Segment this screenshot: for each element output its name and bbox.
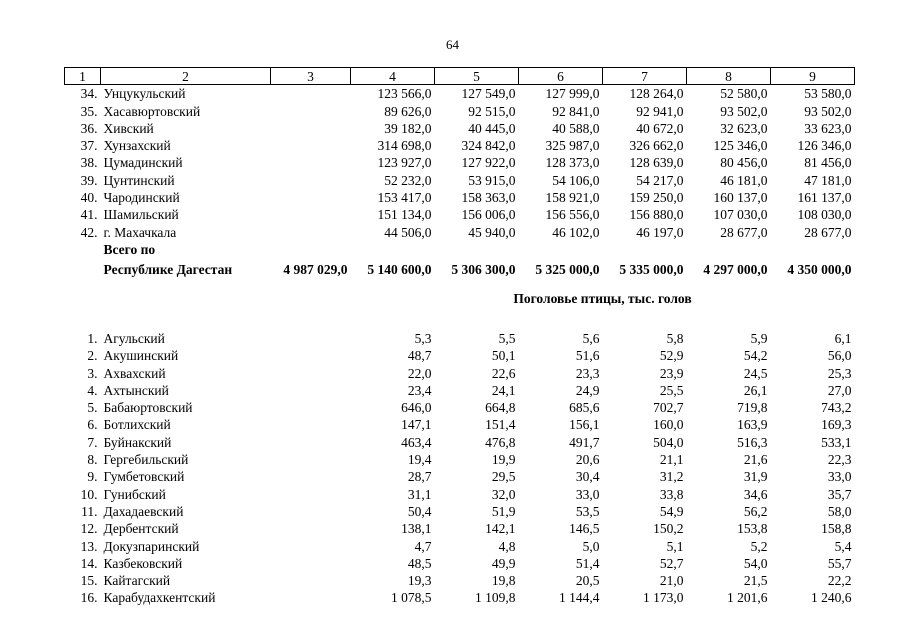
value-col6: 54 106,0 — [552, 172, 600, 188]
value-col5: 127 922,0 — [461, 155, 516, 171]
value-col9: 22,3 — [827, 452, 852, 468]
value-col6: 685,6 — [569, 400, 600, 416]
total-value-c3: 4 987 029,0 — [283, 261, 348, 277]
district-name: Чародинский — [103, 190, 180, 206]
value-col9: 58,0 — [827, 503, 852, 519]
row-number: 4. — [87, 382, 98, 398]
table-row — [65, 537, 855, 554]
value-col7: 156 880,0 — [629, 207, 684, 223]
value-col7: 160,0 — [653, 417, 684, 433]
table-row — [65, 85, 855, 103]
column-header: 7 — [603, 68, 687, 85]
empty-cell — [65, 258, 101, 278]
total-label-line2: Республике Дагестан — [103, 261, 233, 277]
value-col4: 646,0 — [401, 400, 432, 416]
district-name: Буйнакский — [103, 434, 172, 450]
district-name: Цунтинский — [103, 172, 175, 188]
value-col9: 27,0 — [827, 382, 852, 398]
value-col5: 151,4 — [485, 417, 516, 433]
row-number: 6. — [87, 417, 98, 433]
row-number: 7. — [87, 434, 98, 450]
value-col8: 516,3 — [737, 434, 768, 450]
value-col4: 48,5 — [407, 555, 432, 571]
value-col9: 56,0 — [827, 348, 852, 364]
value-col7: 46 197,0 — [636, 224, 684, 240]
value-col6: 51,4 — [575, 555, 600, 571]
table-row — [65, 330, 855, 347]
table-row — [65, 589, 855, 606]
value-col4: 1 078,5 — [391, 590, 432, 606]
value-col7: 150,2 — [653, 521, 684, 537]
district-name: Карабудахкентский — [103, 590, 216, 606]
value-col4: 52 232,0 — [384, 172, 432, 188]
value-col8: 153,8 — [737, 521, 768, 537]
district-name: Хасавюртовский — [103, 103, 201, 119]
value-col6: 5,6 — [582, 330, 600, 346]
value-col9: 25,3 — [827, 365, 852, 381]
value-col9: 55,7 — [827, 555, 852, 571]
total-label-row — [65, 241, 855, 258]
empty-cell — [771, 241, 855, 258]
district-name: Хивский — [103, 120, 154, 136]
empty-cell — [687, 241, 771, 258]
value-col9: 126 346,0 — [797, 138, 852, 154]
value-col6: 92 841,0 — [552, 103, 600, 119]
value-col3 — [271, 137, 351, 154]
value-col6: 33,0 — [575, 486, 600, 502]
value-col6: 20,6 — [575, 452, 600, 468]
row-number: 40. — [80, 190, 98, 206]
value-col5: 4,8 — [498, 538, 516, 554]
empty-cell — [271, 278, 351, 320]
row-number: 42. — [80, 224, 98, 240]
section-title: Поголовье птицы, тыс. голов — [513, 291, 692, 307]
district-name: Унцукульский — [103, 86, 186, 102]
value-col3 — [271, 330, 351, 347]
district-name: Ахвахский — [103, 365, 166, 381]
value-col6: 325 987,0 — [545, 138, 600, 154]
value-col5: 50,1 — [491, 348, 516, 364]
district-name: Гунибский — [103, 486, 166, 502]
total-row — [65, 258, 855, 278]
value-col8: 26,1 — [743, 382, 768, 398]
value-col7: 31,2 — [659, 469, 684, 485]
row-number: 39. — [80, 172, 98, 188]
value-col6: 128 373,0 — [545, 155, 600, 171]
spacer-row — [65, 320, 855, 330]
value-col5: 664,8 — [485, 400, 516, 416]
district-name: Цумадинский — [103, 155, 183, 171]
value-col7: 52,9 — [659, 348, 684, 364]
table-row — [65, 503, 855, 520]
value-col8: 54,2 — [743, 348, 768, 364]
value-col3 — [271, 451, 351, 468]
value-col6: 46 102,0 — [552, 224, 600, 240]
column-header: 5 — [435, 68, 519, 85]
value-col9: 53 580,0 — [804, 86, 852, 102]
value-col8: 56,2 — [743, 503, 768, 519]
table-row — [65, 468, 855, 485]
value-col5: 32,0 — [491, 486, 516, 502]
value-col4: 39 182,0 — [384, 120, 432, 136]
total-label-line1: Всего по — [103, 241, 156, 257]
value-col7: 25,5 — [659, 382, 684, 398]
column-header: 8 — [687, 68, 771, 85]
table-row — [65, 223, 855, 240]
value-col6: 24,9 — [575, 382, 600, 398]
value-col8: 24,5 — [743, 365, 768, 381]
value-col5: 158 363,0 — [461, 190, 516, 206]
value-col3 — [271, 120, 351, 137]
row-number: 5. — [87, 400, 98, 416]
value-col4: 44 506,0 — [384, 224, 432, 240]
value-col6: 23,3 — [575, 365, 600, 381]
value-col9: 81 456,0 — [804, 155, 852, 171]
column-header: 4 — [351, 68, 435, 85]
row-number: 8. — [87, 452, 98, 468]
table-row — [65, 451, 855, 468]
table-row — [65, 154, 855, 171]
row-number: 2. — [87, 348, 98, 364]
district-name: Гергебильский — [103, 452, 189, 468]
row-number: 41. — [80, 207, 98, 223]
empty-cell — [101, 278, 271, 320]
value-col8: 31,9 — [743, 469, 768, 485]
value-col6: 146,5 — [569, 521, 600, 537]
value-col3 — [271, 171, 351, 188]
value-col8: 125 346,0 — [713, 138, 768, 154]
value-col4: 5,3 — [414, 330, 432, 346]
value-col8: 719,8 — [737, 400, 768, 416]
value-col4: 153 417,0 — [377, 190, 432, 206]
value-col8: 46 181,0 — [720, 172, 768, 188]
table-row — [65, 433, 855, 450]
district-name: Дербентский — [103, 521, 179, 537]
value-col8: 32 623,0 — [720, 120, 768, 136]
value-col4: 89 626,0 — [384, 103, 432, 119]
value-col6: 40 588,0 — [552, 120, 600, 136]
value-col4: 151 134,0 — [377, 207, 432, 223]
value-col4: 123 566,0 — [377, 86, 432, 102]
row-number: 11. — [81, 503, 98, 519]
value-col7: 1 173,0 — [643, 590, 684, 606]
row-number: 36. — [80, 120, 98, 136]
empty-cell — [65, 278, 101, 320]
total-value-c7: 5 335 000,0 — [619, 261, 684, 277]
value-col8: 80 456,0 — [720, 155, 768, 171]
value-col3 — [271, 223, 351, 240]
total-value-c6: 5 325 000,0 — [535, 261, 600, 277]
row-number: 37. — [80, 138, 98, 154]
value-col7: 159 250,0 — [629, 190, 684, 206]
value-col9: 28 677,0 — [804, 224, 852, 240]
value-col6: 158 921,0 — [545, 190, 600, 206]
row-number: 38. — [80, 155, 98, 171]
column-header: 9 — [771, 68, 855, 85]
district-name: Кайтагский — [103, 573, 171, 589]
value-col4: 4,7 — [414, 538, 432, 554]
value-col6: 156,1 — [569, 417, 600, 433]
row-number: 9. — [87, 469, 98, 485]
column-header: 1 — [65, 68, 101, 85]
value-col8: 21,6 — [743, 452, 768, 468]
value-col8: 160 137,0 — [713, 190, 768, 206]
table-row — [65, 171, 855, 188]
value-col4: 23,4 — [407, 382, 432, 398]
value-col3 — [271, 555, 351, 572]
value-col3 — [271, 485, 351, 502]
value-col3 — [271, 206, 351, 223]
value-col5: 1 109,8 — [475, 590, 516, 606]
value-col7: 504,0 — [653, 434, 684, 450]
value-col7: 33,8 — [659, 486, 684, 502]
total-value-c8: 4 297 000,0 — [703, 261, 768, 277]
value-col7: 128 264,0 — [629, 86, 684, 102]
district-name: Шамильский — [103, 207, 179, 223]
value-col3 — [271, 154, 351, 171]
section-title-row — [65, 278, 855, 320]
table-row — [65, 206, 855, 223]
value-col7: 326 662,0 — [629, 138, 684, 154]
district-name: Акушинский — [103, 348, 179, 364]
table-row — [65, 520, 855, 537]
value-col7: 23,9 — [659, 365, 684, 381]
value-col9: 22,2 — [827, 573, 852, 589]
value-col3 — [271, 189, 351, 206]
table-row — [65, 120, 855, 137]
value-col4: 31,1 — [407, 486, 432, 502]
value-col7: 128 639,0 — [629, 155, 684, 171]
empty-cell — [271, 241, 351, 258]
value-col7: 21,0 — [659, 573, 684, 589]
value-col9: 33,0 — [827, 469, 852, 485]
value-col8: 5,2 — [750, 538, 768, 554]
value-col3 — [271, 468, 351, 485]
value-col4: 147,1 — [401, 417, 432, 433]
table-row — [65, 485, 855, 502]
value-col3 — [271, 416, 351, 433]
value-col9: 35,7 — [827, 486, 852, 502]
value-col5: 156 006,0 — [461, 207, 516, 223]
empty-cell — [351, 241, 435, 258]
row-number: 34. — [80, 86, 98, 102]
value-col8: 28 677,0 — [720, 224, 768, 240]
value-col7: 5,1 — [666, 538, 684, 554]
row-number: 15. — [80, 573, 98, 589]
value-col9: 743,2 — [821, 400, 852, 416]
row-number: 10. — [80, 486, 98, 502]
value-col6: 53,5 — [575, 503, 600, 519]
value-col5: 92 515,0 — [468, 103, 516, 119]
row-number: 1. — [87, 330, 98, 346]
column-header: 3 — [271, 68, 351, 85]
empty-cell — [65, 241, 101, 258]
value-col7: 52,7 — [659, 555, 684, 571]
table-row — [65, 102, 855, 119]
value-col8: 107 030,0 — [713, 207, 768, 223]
page-number: 64 — [446, 37, 459, 52]
district-name: Ботлихский — [103, 417, 171, 433]
value-col9: 47 181,0 — [804, 172, 852, 188]
empty-cell — [435, 241, 519, 258]
value-col6: 156 556,0 — [545, 207, 600, 223]
table-row — [65, 137, 855, 154]
district-name: Бабаюртовский — [103, 400, 193, 416]
empty-cell — [519, 241, 603, 258]
value-col8: 52 580,0 — [720, 86, 768, 102]
value-col6: 127 999,0 — [545, 86, 600, 102]
value-col3 — [271, 433, 351, 450]
table-row — [65, 189, 855, 206]
empty-cell — [65, 320, 855, 330]
value-col8: 1 201,6 — [727, 590, 768, 606]
table-header-row — [65, 68, 855, 85]
value-col4: 28,7 — [407, 469, 432, 485]
value-col7: 702,7 — [653, 400, 684, 416]
value-col3 — [271, 382, 351, 399]
value-col5: 127 549,0 — [461, 86, 516, 102]
value-col5: 19,8 — [491, 573, 516, 589]
table-row — [65, 364, 855, 381]
value-col3 — [271, 347, 351, 364]
value-col4: 22,0 — [407, 365, 432, 381]
value-col7: 54,9 — [659, 503, 684, 519]
value-col6: 20,5 — [575, 573, 600, 589]
row-number: 14. — [80, 555, 98, 571]
district-name: Гумбетовский — [103, 469, 185, 485]
district-name: Агульский — [103, 330, 165, 346]
value-col4: 314 698,0 — [377, 138, 432, 154]
value-col4: 123 927,0 — [377, 155, 432, 171]
row-number: 35. — [80, 103, 98, 119]
value-col8: 34,6 — [743, 486, 768, 502]
value-col8: 5,9 — [750, 330, 768, 346]
value-col9: 533,1 — [821, 434, 852, 450]
value-col5: 476,8 — [485, 434, 516, 450]
table-row — [65, 347, 855, 364]
value-col6: 5,0 — [582, 538, 600, 554]
value-col8: 21,5 — [743, 573, 768, 589]
value-col9: 33 623,0 — [804, 120, 852, 136]
value-col3 — [271, 364, 351, 381]
row-number: 12. — [80, 521, 98, 537]
total-value-c9: 4 350 000,0 — [787, 261, 852, 277]
value-col9: 158,8 — [821, 521, 852, 537]
table-row — [65, 572, 855, 589]
value-col9: 108 030,0 — [797, 207, 852, 223]
value-col3 — [271, 589, 351, 606]
value-col5: 53 915,0 — [468, 172, 516, 188]
column-header: 6 — [519, 68, 603, 85]
data-table — [64, 67, 855, 606]
district-name: Дахадаевский — [103, 503, 184, 519]
value-col9: 1 240,6 — [811, 590, 852, 606]
table-row — [65, 382, 855, 399]
value-col5: 142,1 — [485, 521, 516, 537]
value-col9: 6,1 — [834, 330, 852, 346]
value-col9: 93 502,0 — [804, 103, 852, 119]
row-number: 3. — [87, 365, 98, 381]
value-col5: 5,5 — [498, 330, 516, 346]
value-col5: 40 445,0 — [468, 120, 516, 136]
district-name: Казбековский — [103, 555, 183, 571]
value-col6: 30,4 — [575, 469, 600, 485]
value-col3 — [271, 85, 351, 103]
value-col8: 54,0 — [743, 555, 768, 571]
table-row — [65, 416, 855, 433]
value-col4: 19,4 — [407, 452, 432, 468]
total-value-c4: 5 140 600,0 — [367, 261, 432, 277]
value-col5: 19,9 — [491, 452, 516, 468]
column-header: 2 — [101, 68, 271, 85]
value-col8: 93 502,0 — [720, 103, 768, 119]
value-col9: 169,3 — [821, 417, 852, 433]
total-value-c5: 5 306 300,0 — [451, 261, 516, 277]
value-col3 — [271, 520, 351, 537]
value-col8: 163,9 — [737, 417, 768, 433]
district-name: Докузпаринский — [103, 538, 200, 554]
value-col5: 324 842,0 — [461, 138, 516, 154]
value-col3 — [271, 102, 351, 119]
value-col6: 491,7 — [569, 434, 600, 450]
value-col5: 51,9 — [491, 503, 516, 519]
value-col9: 5,4 — [834, 538, 852, 554]
value-col5: 22,6 — [491, 365, 516, 381]
value-col7: 40 672,0 — [636, 120, 684, 136]
table-row — [65, 555, 855, 572]
value-col7: 92 941,0 — [636, 103, 684, 119]
row-number: 16. — [80, 590, 98, 606]
value-col6: 1 144,4 — [559, 590, 600, 606]
value-col4: 19,3 — [407, 573, 432, 589]
district-name: Хунзахский — [103, 138, 171, 154]
value-col3 — [271, 537, 351, 554]
value-col3 — [271, 399, 351, 416]
value-col5: 49,9 — [491, 555, 516, 571]
row-number: 13. — [80, 538, 98, 554]
value-col4: 48,7 — [407, 348, 432, 364]
value-col3 — [271, 572, 351, 589]
district-name: Ахтынский — [103, 382, 169, 398]
empty-cell — [603, 241, 687, 258]
table-row — [65, 399, 855, 416]
value-col9: 161 137,0 — [797, 190, 852, 206]
value-col5: 29,5 — [491, 469, 516, 485]
value-col7: 54 217,0 — [636, 172, 684, 188]
value-col5: 45 940,0 — [468, 224, 516, 240]
value-col5: 24,1 — [491, 382, 516, 398]
value-col6: 51,6 — [575, 348, 600, 364]
value-col7: 5,8 — [666, 330, 684, 346]
value-col4: 50,4 — [407, 503, 432, 519]
value-col7: 21,1 — [659, 452, 684, 468]
district-name: г. Махачкала — [103, 224, 177, 240]
value-col3 — [271, 503, 351, 520]
value-col4: 463,4 — [401, 434, 432, 450]
value-col4: 138,1 — [401, 521, 432, 537]
